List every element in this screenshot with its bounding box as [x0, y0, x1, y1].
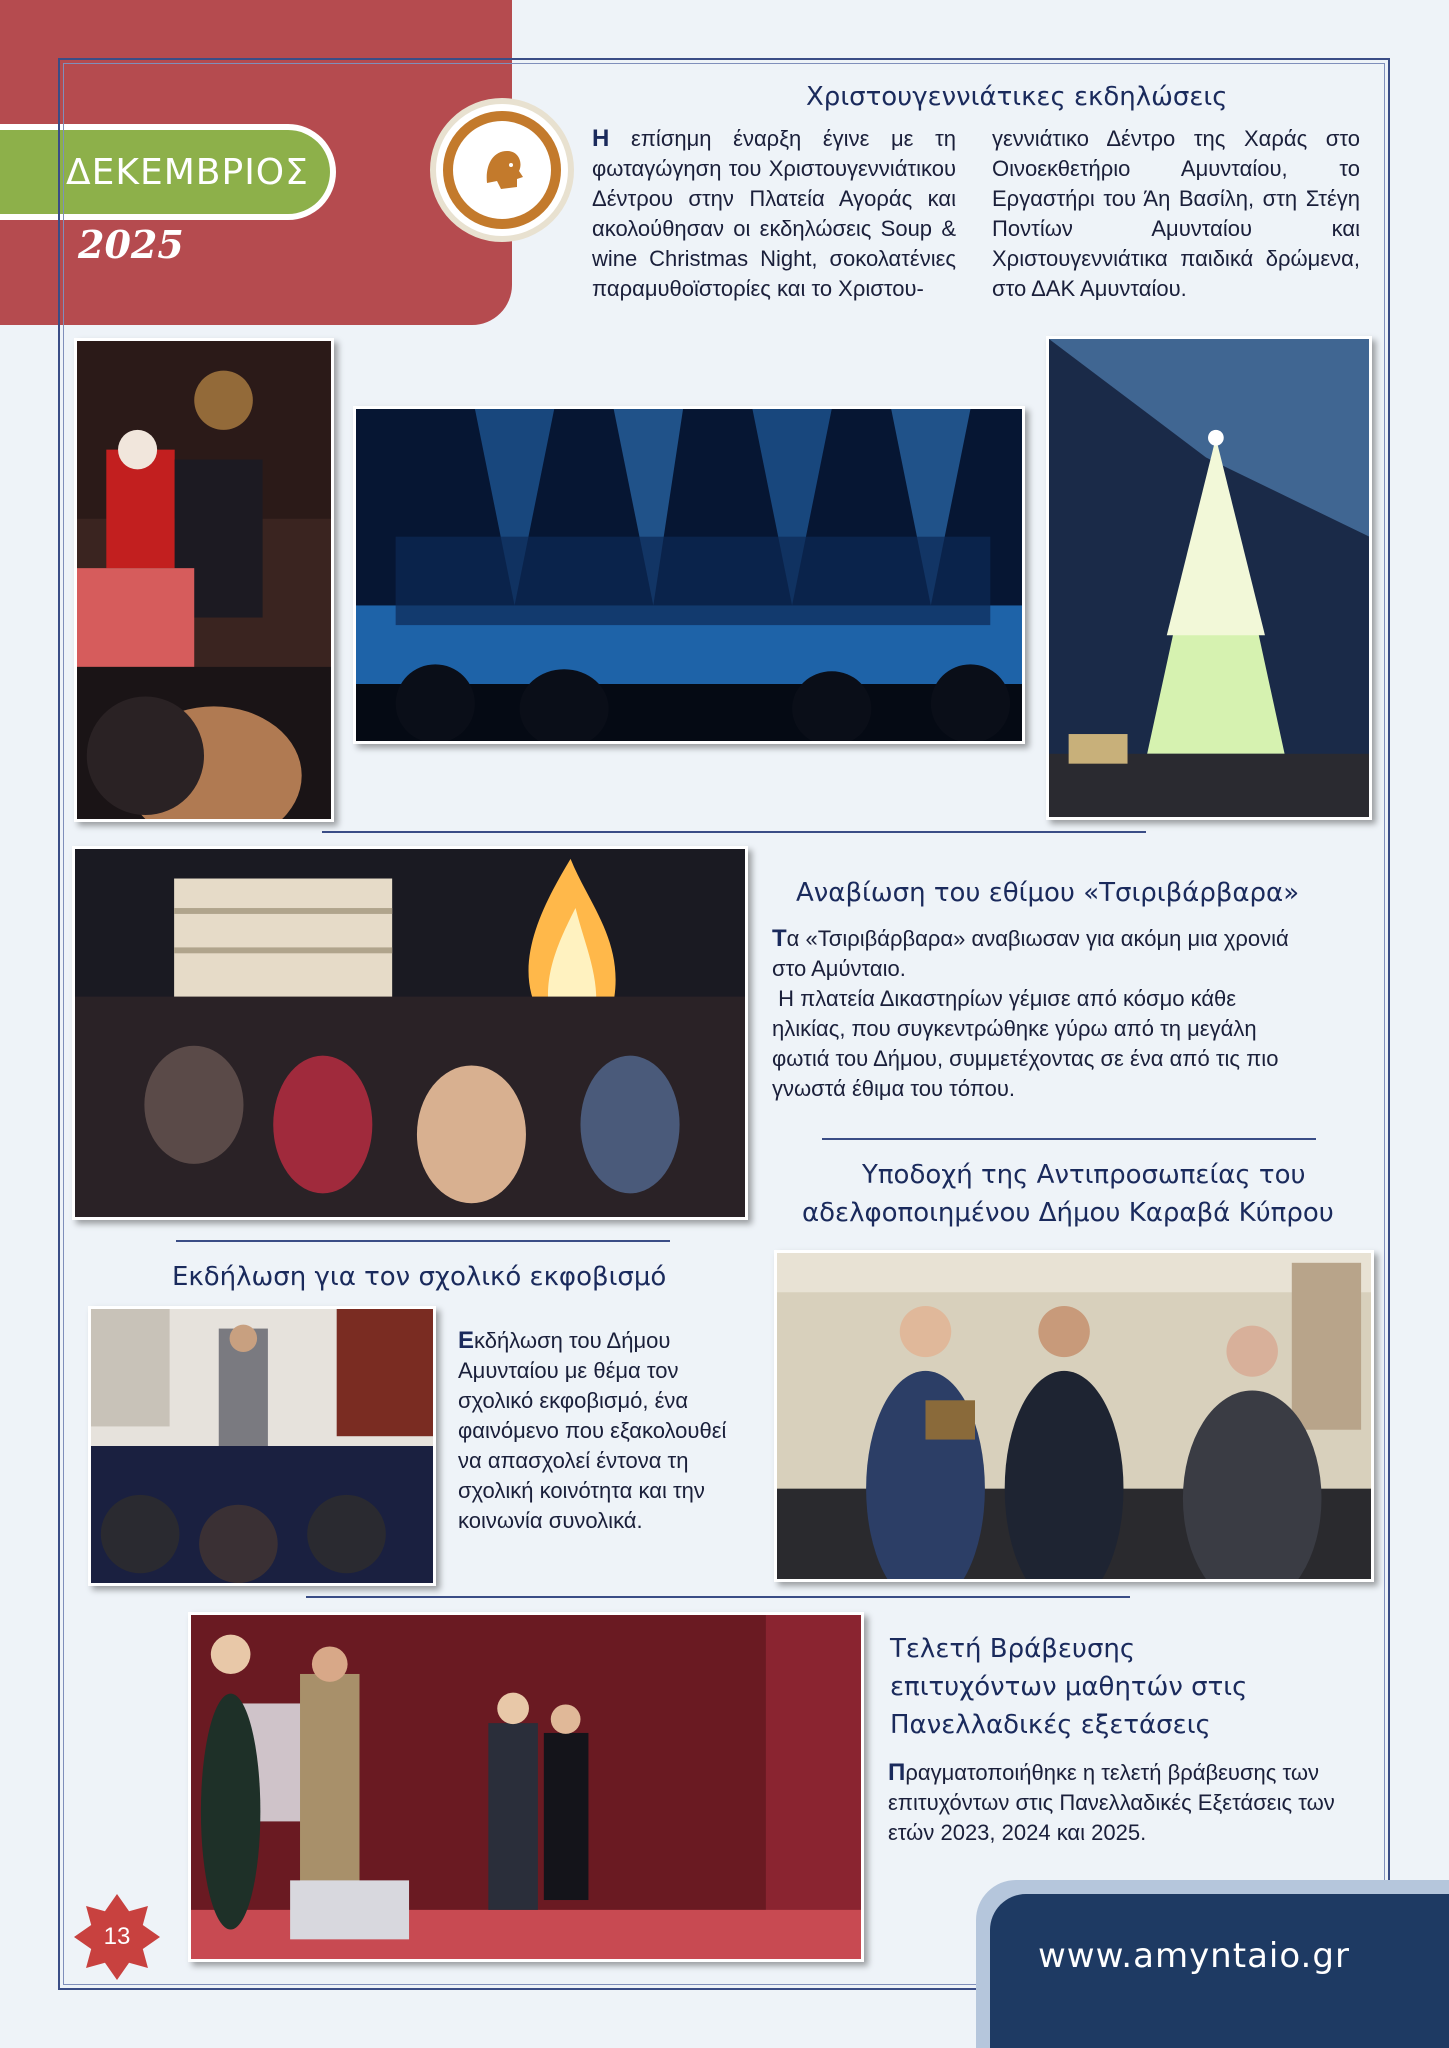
page-number: 13 [103, 1923, 131, 1950]
tsirivarvara-text [772, 924, 1292, 1104]
divider-4 [306, 1596, 1130, 1598]
awards-title-line1: Τελετή Βράβευσης [890, 1634, 1136, 1664]
bullying-text [458, 1326, 748, 1536]
tsirivarvara-drop-cap: Τ [772, 925, 787, 952]
santa-photo [74, 338, 334, 822]
divider-3 [176, 1240, 670, 1242]
christmas-text-col1 [592, 124, 956, 304]
website-url: www.amyntaio.gr [1038, 1936, 1350, 1976]
awards-title-line3: Πανελλαδικές εξετάσεις [890, 1710, 1211, 1740]
divider-2 [822, 1138, 1316, 1140]
bullying-text-body: κδήλωση του Δήμου Αμυνταίου με θέμα τον σχολικό εκφοβισμό, ένα φαινόμενο που εξακολουθεί να απασχολεί έντονα τη σχολική κοινότητα και την κοινωνία συνολικά. [458, 1328, 727, 1533]
christmas-col1-text: επίσημη έναρξη έγινε με τη φωταγώγηση του Χριστουγεννιάτικου Δέντρου στην Πλατεία Αγοράς και ακολούθησαν οι εκδηλώσεις Soup & wine Christmas Night, σοκολατένιες παραμυθοϊστορίες και το Χριστου- [592, 126, 956, 301]
delegation-photo [774, 1250, 1374, 1582]
month-label: ΔΕΚΕΜΒΡΙΟΣ [66, 151, 309, 193]
page-number-badge [74, 1894, 160, 1980]
tsirivarvara-p1: α «Τσιριβάρβαρα» αναβιωσαν για ακόμη μια χρονιά στο Αμύνταιο. [772, 926, 1289, 981]
divider-1 [322, 831, 1146, 833]
delegation-title-line1: Υποδοχή της Αντιπροσωπείας του [862, 1160, 1306, 1190]
website-box [990, 1894, 1449, 2048]
awards-text [888, 1758, 1378, 1848]
concert-photo [353, 406, 1025, 744]
month-banner [0, 124, 336, 220]
bullying-title: Εκδήλωση για τον σχολικό εκφοβισμό [172, 1262, 667, 1292]
christmas-title: Χριστουγεννιάτικες εκδηλώσεις [806, 82, 1228, 112]
awards-title-line2: επιτυχόντων μαθητών στις [890, 1672, 1248, 1702]
bullying-drop-cap: Ε [458, 1327, 475, 1354]
bullying-event-photo [88, 1306, 436, 1586]
logo-ring [443, 111, 561, 229]
awards-ceremony-photo [188, 1612, 864, 1962]
christmas-drop-cap: Η [592, 125, 610, 152]
head-emblem-icon [467, 135, 537, 205]
christmas-tree-photo [1046, 336, 1372, 820]
awards-text-body: ραγματοποιήθηκε η τελετή βράβευσης των επιτυχόντων στις Πανελλαδικές Εξετάσεις των ετών 2023, 2024 και 2025. [888, 1760, 1335, 1845]
year-label: 2025 [78, 222, 184, 267]
municipality-logo [430, 98, 574, 242]
bonfire-photo [72, 846, 748, 1220]
tsirivarvara-title: Αναβίωση του εθίμου «Τσιριβάρβαρα» [796, 878, 1300, 908]
tsirivarvara-p2: Η πλατεία Δικαστηρίων γέμισε από κόσμο κάθε ηλικίας, που συγκεντρώθηκε γύρω από τη μεγάλη φωτιά του Δήμου, συμμετέχοντας σε ένα από τις πιο γνωστά έθιμα του τόπου. [772, 986, 1279, 1101]
delegation-title-line2: αδελφοποιημένου Δήμου Καραβά Κύπρου [802, 1198, 1334, 1228]
christmas-text-col2: γεννιάτικο Δέντρο της Χαράς στο Οινοεκθετήριο Αμυνταίου, το Εργαστήρι του Άη Βασίλη, στη Στέγη Ποντίων Αμυνταίου και Χριστουγεννιάτικα παιδικά δρώμενα, στο ΔΑΚ Αμυνταίου. [992, 126, 1360, 301]
awards-drop-cap: Π [888, 1759, 906, 1786]
